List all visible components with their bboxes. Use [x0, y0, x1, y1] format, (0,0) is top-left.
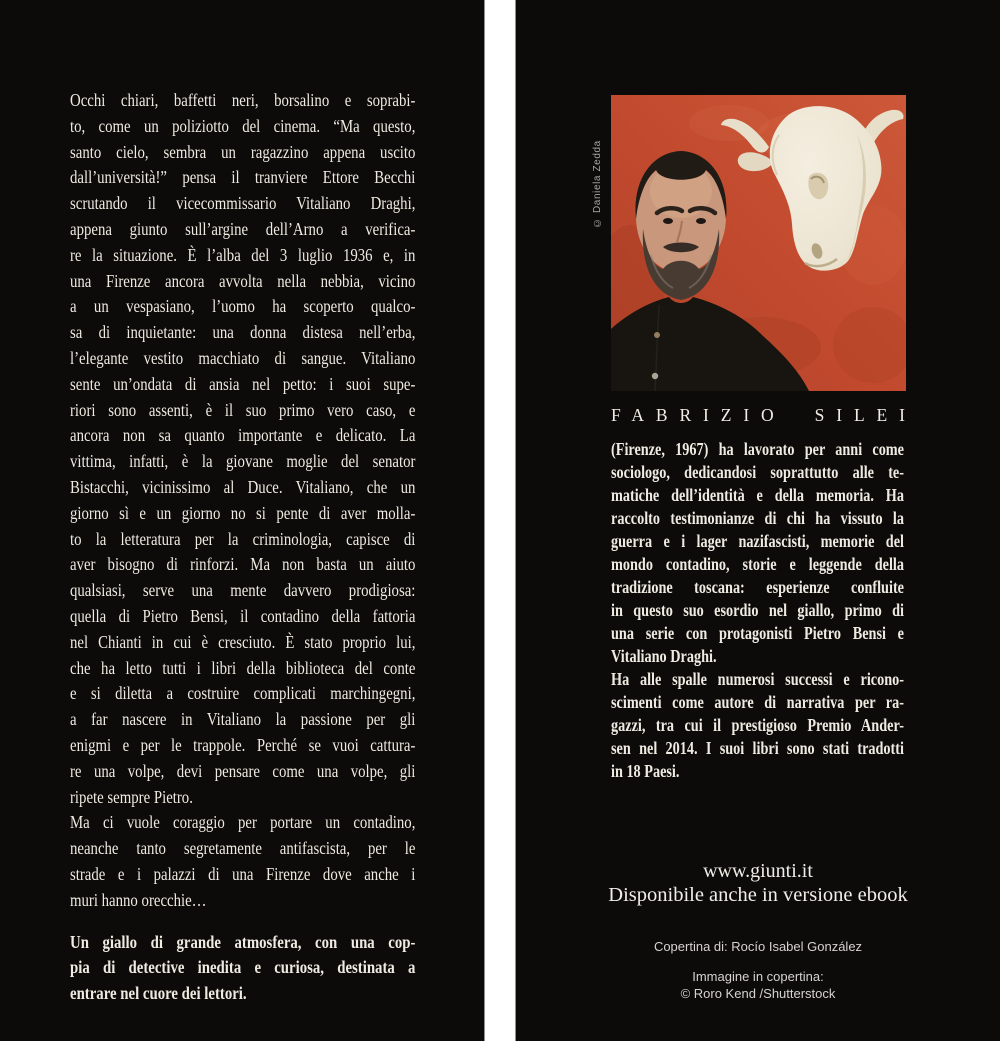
synopsis-line: ripete sempre Pietro. — [70, 786, 193, 807]
synopsis-line: l’elegante vestito macchiato di sangue. Vitaliano — [70, 347, 416, 368]
synopsis-line: qualsiasi, serve una mente davvero prodigiosa: — [70, 580, 416, 601]
synopsis-line: che ha letto tutti i libri della biblioteca del conte — [70, 657, 416, 678]
synopsis-line: una Firenze ancora avvolta nella nebbia, vicino — [70, 270, 416, 291]
synopsis-line: riori sono assenti, è il suo primo vero caso, e — [70, 399, 416, 420]
bio-line: matiche dell’identità e della memoria. Ha — [611, 485, 905, 505]
synopsis-line: scrutando il vicecommissario Vitaliano Draghi, — [70, 193, 416, 214]
synopsis-line: enigmi e per le trappole. Perché se vuoi cattura- — [70, 734, 416, 755]
photo-credit-text: © Daniela Zedda — [592, 140, 603, 228]
bio-line: sen nel 2014. I suoi libri sono stati tradotti — [611, 738, 905, 758]
synopsis-line: santo cielo, sembra un ragazzino appena uscito — [70, 141, 416, 162]
bio-line: una serie con protagonisti Pietro Bensi e — [611, 623, 905, 643]
bio-line: in questo suo esordio nel giallo, primo di — [611, 600, 905, 620]
synopsis-line: giorno sì e un giorno no si pente di aver molla- — [70, 502, 416, 523]
synopsis-line: e si diletta a costruire complicati marchingegni, — [70, 683, 416, 704]
synopsis-line: a un vespasiano, l’uomo ha scoperto qualco- — [70, 296, 416, 317]
synopsis-line: a far nascere in Vitaliano la passione per gli — [70, 709, 416, 730]
synopsis-line: Occhi chiari, baffetti neri, borsalino e soprabi- — [70, 90, 416, 110]
synopsis-line: pia di detective inedita e curiosa, destinata a — [70, 957, 416, 978]
synopsis-line: appena giunto sull’argine dell’Arno a verifica- — [70, 218, 416, 239]
shirt-button — [652, 373, 658, 379]
author-name — [611, 405, 917, 426]
synopsis-line: to, come un poliziotto del cinema. “Ma questo, — [70, 115, 416, 136]
cover-designer-credit: Copertina di: Rocío Isabel González — [653, 939, 863, 954]
synopsis-text — [70, 88, 415, 1007]
synopsis-line: nel Chianti in cui è cresciuto. È stato proprio lui, — [70, 631, 416, 652]
bio-line: gazzi, tra cui il prestigioso Premio Ander- — [611, 715, 905, 735]
left-flap-panel — [0, 0, 484, 1041]
author-photo — [611, 95, 906, 391]
synopsis-line: strade e i palazzi di una Firenze dove anche i — [70, 863, 416, 884]
synopsis-line: Ma ci vuole coraggio per portare un contadino, — [70, 812, 416, 833]
synopsis-line: vittima, infatti, è la giovane moglie del senator — [70, 451, 416, 472]
synopsis-line: sente un’ondata di ansia nel petto: i suoi supe- — [70, 373, 416, 394]
synopsis-line: re una volpe, devi pensare come una volpe, gli — [70, 760, 416, 781]
synopsis-line: Un giallo di grande atmosfera, con una cop- — [70, 931, 416, 952]
bio-line: tradizione toscana: esperienze confluite — [611, 577, 905, 597]
author-photo-illustration — [611, 95, 906, 391]
bio-line: raccolto testimonianze di chi ha vissuto la — [611, 508, 905, 528]
cover-image-label: Immagine in copertina: — [692, 969, 824, 984]
synopsis-line: muri hanno orecchie… — [70, 889, 207, 910]
spine-gutter — [484, 0, 516, 1041]
author-last-name: SILEI — [814, 405, 917, 425]
author-bio — [611, 438, 904, 783]
synopsis-line: Bistacchi, vicinissimo al Duce. Vitaliano, che un — [70, 476, 416, 497]
bio-line: sociologo, dedicandosi soprattutto alle te- — [611, 462, 905, 482]
synopsis-line: entrare nel cuore dei lettori. — [70, 983, 247, 1004]
bio-line: mondo contadino, storie e leggende della — [611, 554, 905, 574]
bio-line: guerra e i lager nazifascisti, memorie del — [611, 531, 905, 551]
synopsis-line: re la situazione. È l’alba del 3 luglio 1936 e, in — [70, 244, 416, 265]
ebook-availability-note: Disponibile anche in versione ebook — [608, 884, 908, 906]
synopsis-line: aver bisogno di rinforzi. Ma non basta un aiuto — [70, 554, 416, 575]
synopsis-line: quella di Pietro Bensi, il contadino della fattoria — [70, 605, 416, 626]
author-first-name: FABRIZIO — [611, 405, 786, 425]
synopsis-line: to la letteratura per la criminologia, capisce di — [70, 528, 416, 549]
bio-line: in 18 Paesi. — [611, 761, 680, 781]
bio-line: Ha alle spalle numerosi successi e ricono- — [611, 669, 905, 689]
cover-image-credit: © Roro Kend /Shutterstock — [680, 986, 836, 1001]
synopsis-line: neanche tanto segretamente antifascista, per le — [70, 838, 416, 859]
synopsis-line: ancora non sa quanto importante e delicato. La — [70, 425, 416, 446]
right-flap-panel — [516, 0, 1000, 1041]
bio-line: Vitaliano Draghi. — [611, 646, 717, 666]
shirt-button — [654, 332, 660, 338]
bio-line: (Firenze, 1967) ha lavorato per anni come — [611, 439, 905, 459]
bio-line: scimenti come autore di narrativa per ra- — [611, 692, 905, 712]
synopsis-line: sa di inquietante: una donna distesa nell’erba, — [70, 322, 416, 343]
synopsis-line: dall’università!” pensa il tranviere Ettore Becchi — [70, 167, 416, 188]
publisher-website: www.giunti.it — [703, 860, 813, 882]
